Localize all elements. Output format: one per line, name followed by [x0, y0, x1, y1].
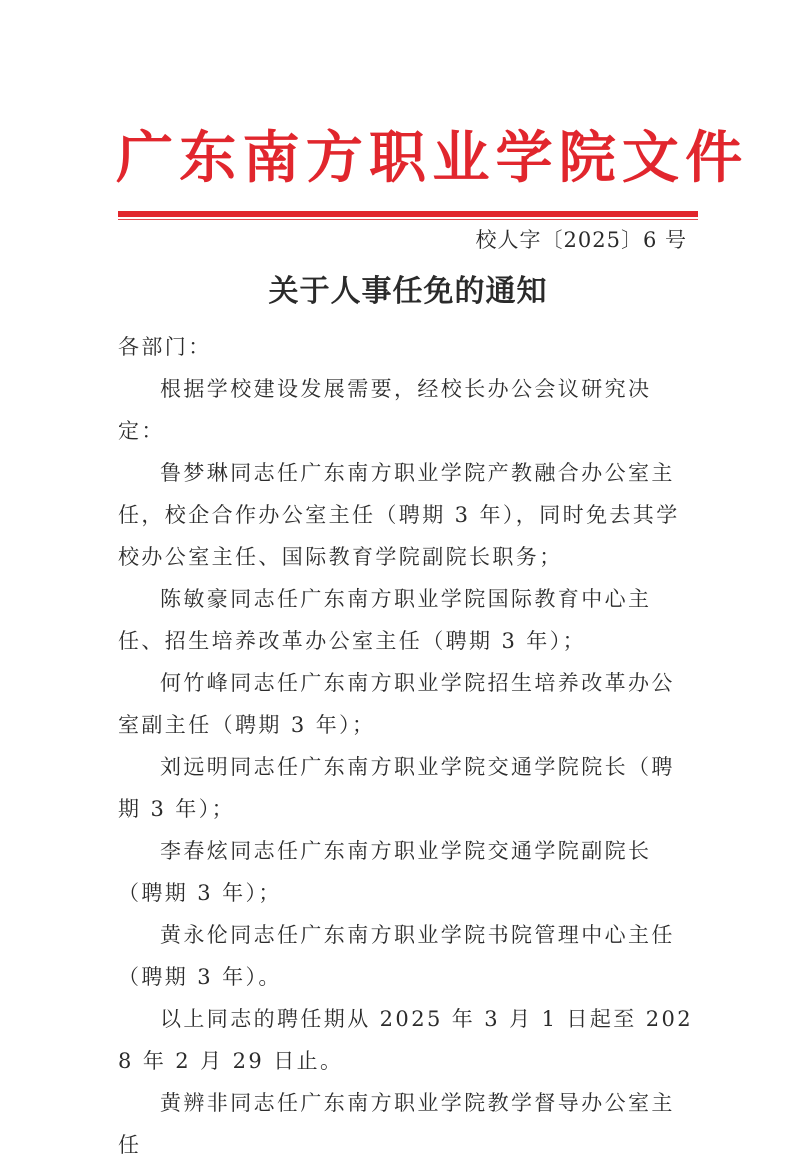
- document-body: [118, 326, 698, 1166]
- body-paragraph: 鲁梦琳同志任广东南方职业学院产教融合办公室主任，校企合作办公室主任（聘期 3 年），同时免去其学校办公室主任、国际教育学院副院长职务；: [118, 461, 680, 569]
- header-red-rule: [118, 211, 698, 217]
- institution-header-title: 广东南方职业学院文件: [116, 126, 749, 191]
- body-paragraph: 李春炫同志任广东南方职业学院交通学院副院长（聘期 3 年）；: [118, 839, 652, 905]
- body-paragraph: 以上同志的聘任期从 2025 年 3 月 1 日起至 2028 年 2 月 29 日止。: [118, 1007, 693, 1073]
- body-paragraph: 陈敏豪同志任广东南方职业学院国际教育中心主任、招生培养改革办公室主任（聘期 3 年）；: [118, 587, 652, 653]
- document-title: 关于人事任免的通知: [268, 274, 548, 309]
- body-paragraph: 黄永伦同志任广东南方职业学院书院管理中心主任（聘期 3 年）。: [118, 923, 675, 989]
- header-red-rule-thin: [118, 219, 698, 220]
- document-number: 校人字〔2025〕6 号: [475, 228, 687, 252]
- body-paragraph: 黄辨非同志任广东南方职业学院教学督导办公室主任: [118, 1091, 675, 1157]
- salutation: 各部门：: [118, 335, 212, 359]
- body-paragraph: 根据学校建设发展需要，经校长办公会议研究决定：: [118, 377, 652, 443]
- body-paragraph: 刘远明同志任广东南方职业学院交通学院院长（聘期 3 年）；: [118, 755, 675, 821]
- body-paragraph: 何竹峰同志任广东南方职业学院招生培养改革办公室副主任（聘期 3 年）；: [118, 671, 675, 737]
